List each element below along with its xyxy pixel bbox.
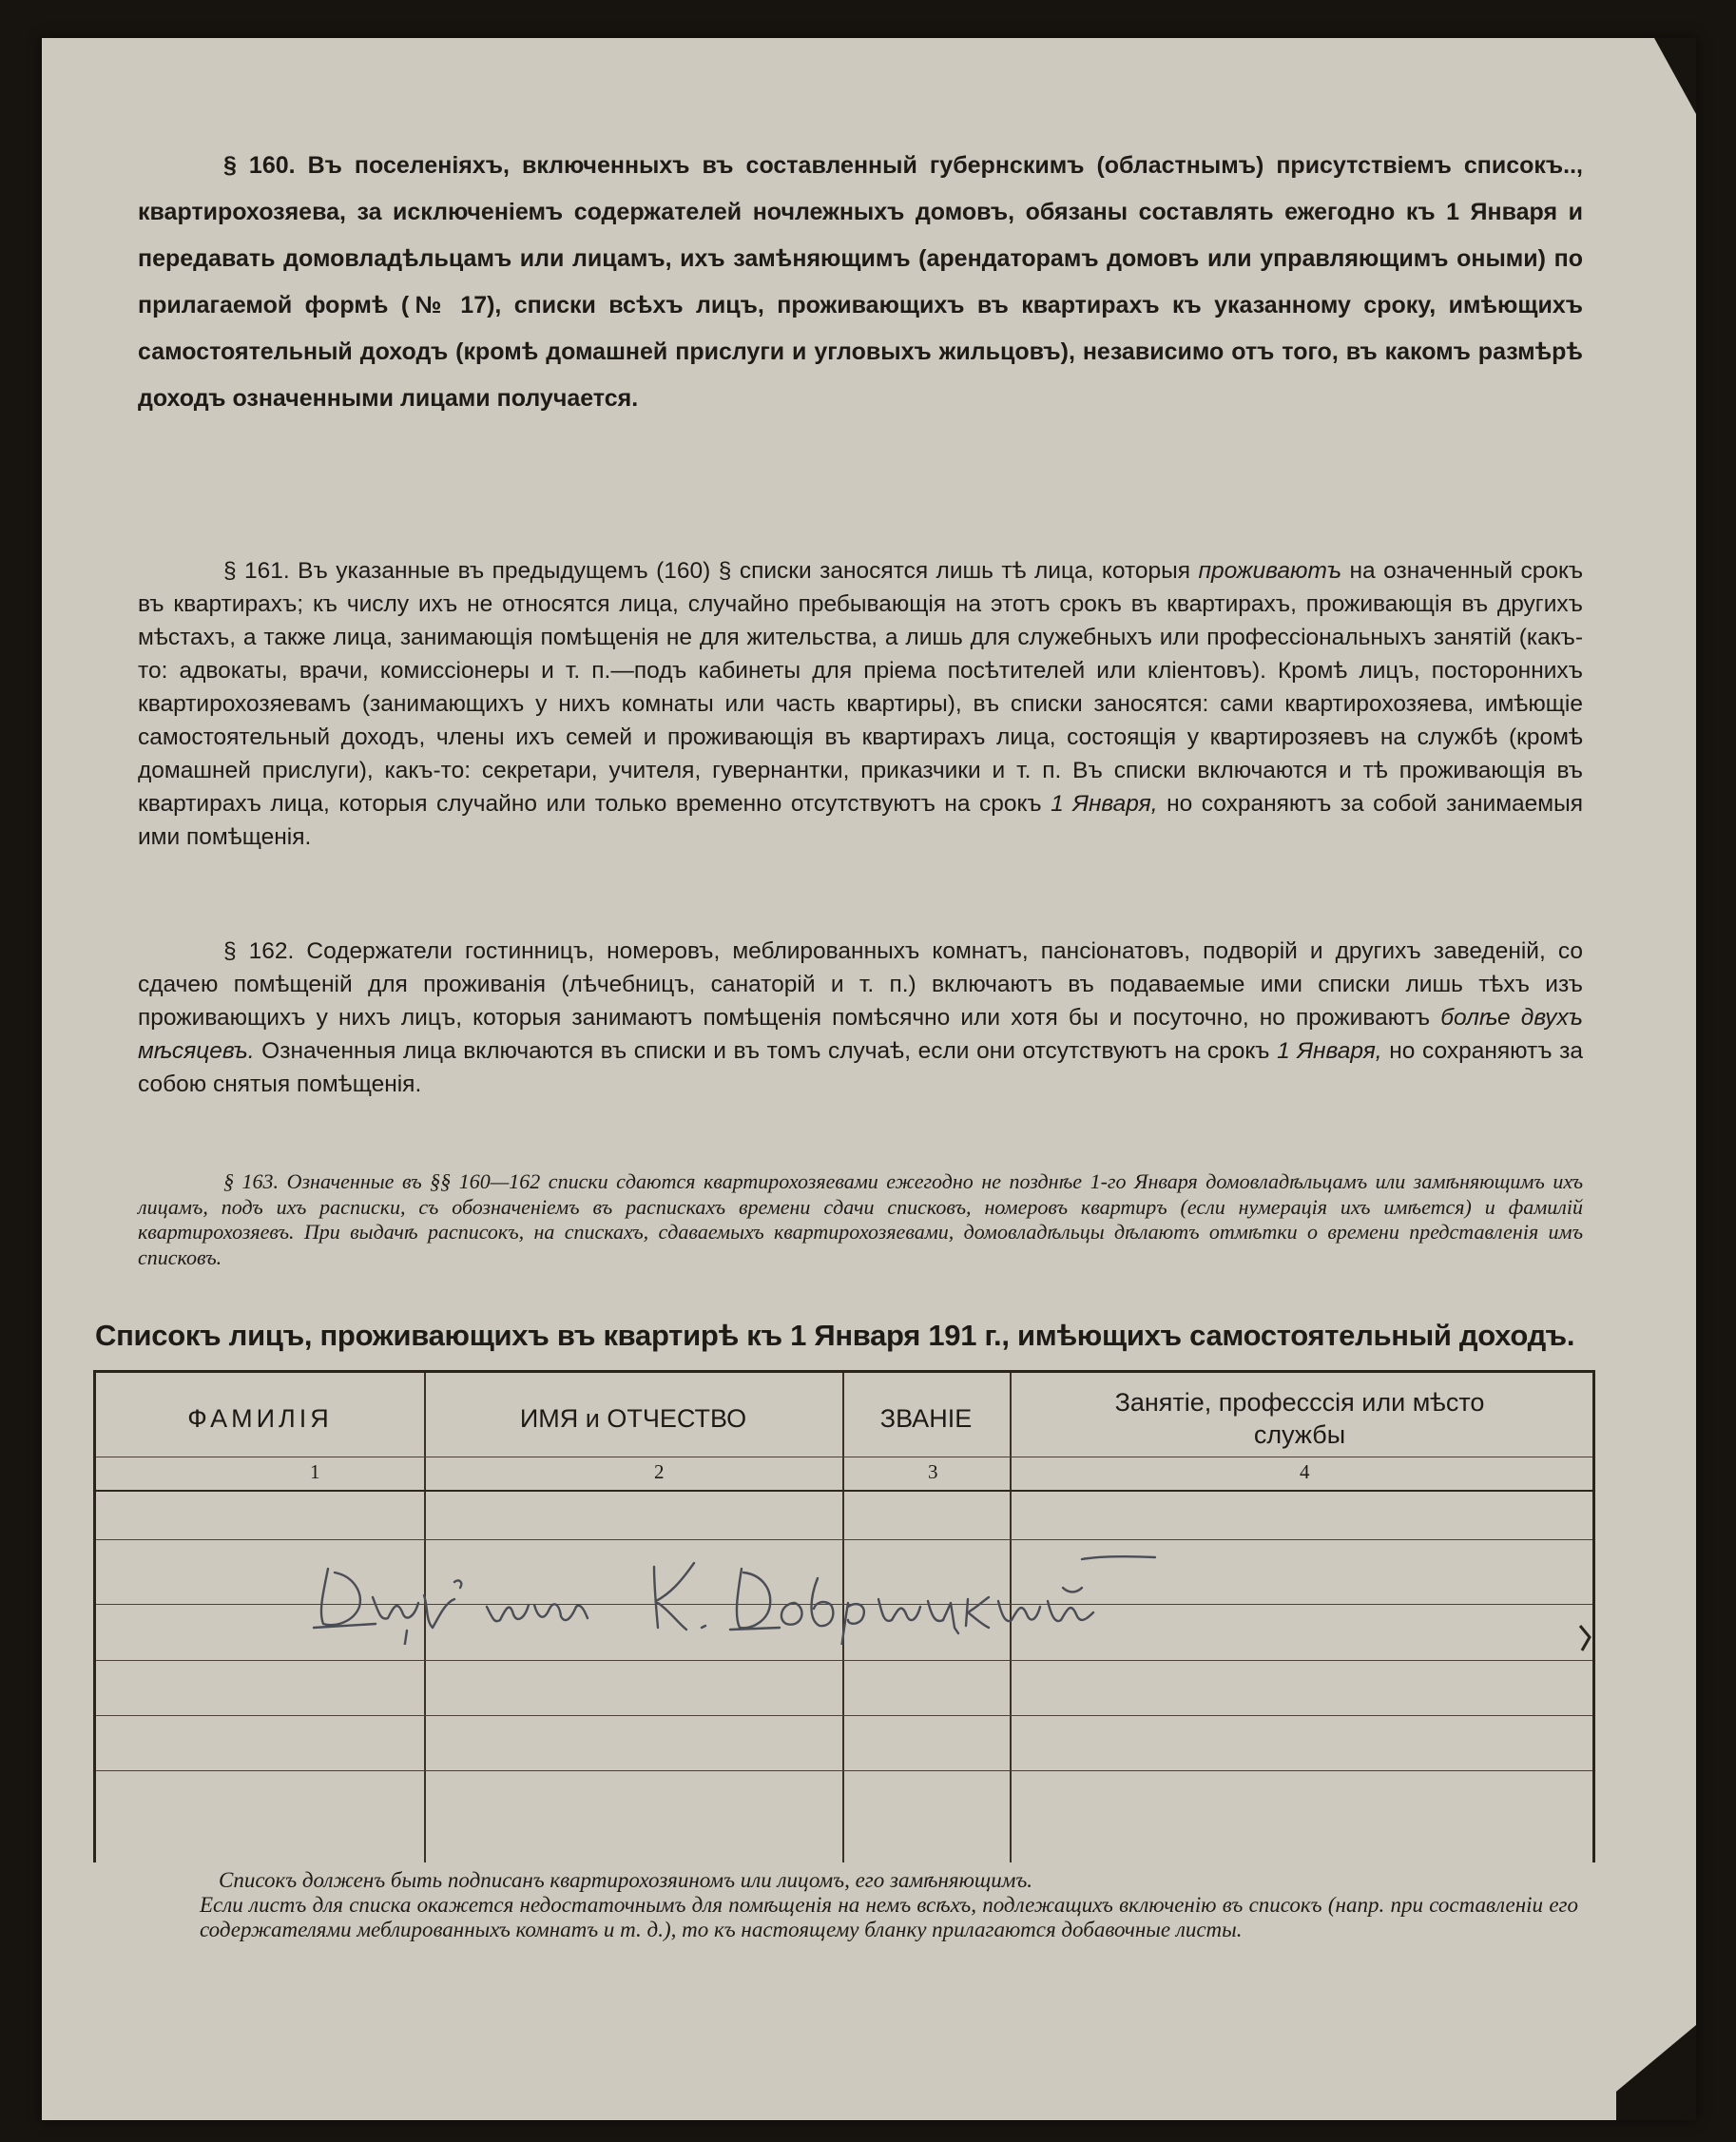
section-161-paragraph [138, 554, 1583, 854]
table-row-rule [96, 1715, 1592, 1716]
section-162-text-start: § 162. Содержатели гостинницъ, номеровъ, меблированныхъ комнатъ, пансіонатовъ, подворій и другихъ заведеній, со сдачею помѣщеній для проживанія (лѣчебницъ, санаторій и т. п.) включаютъ въ подаваемые ими списки лишь тѣхъ изъ проживающихъ у нихъ лицъ, которыя занимаютъ помѣщенія помѣсячно или хотя бы и посуточно, но проживаютъ [138, 938, 1583, 1031]
list-title: Списокъ лицъ, проживающихъ въ квартирѣ къ 1 Января 191 г., имѣющихъ самостоятельный доходъ. [95, 1319, 1575, 1352]
footer-note-extra-sheets: Если листъ для списка окажется недостаточнымъ для помѣщенія на немъ всѣхъ, подлежащихъ включенію въ списокъ (напр. при составленіи его содержателями меблированныхъ комнатъ и т. д.), то къ настоящему бланку прилагаются добавочные листы. [200, 1893, 1578, 1941]
section-162-emphasis-date: 1 Января, [1277, 1038, 1382, 1064]
section-162-text-body: Означенныя лица включаются въ списки и въ томъ случаѣ, если они отсутствуютъ на срокъ [261, 1038, 1270, 1064]
section-162-text-end: но сохраняютъ за собою снятыя помѣщенія. [138, 1038, 1583, 1097]
section-163-paragraph [138, 1169, 1583, 1270]
table-header-surname: ФАМИЛІЯ [187, 1404, 333, 1433]
table-header-rank: ЗВАНІЕ [879, 1404, 973, 1433]
section-161-emphasis-date: 1 Января, [1051, 791, 1158, 817]
table-column-number: 1 [310, 1460, 320, 1483]
section-160-text: § 160. Въ поселеніяхъ, включенныхъ въ составленный губернскимъ (областнымъ) присутствіемъ списокъ.., квартирохозяева, за исключеніемъ содержателей ночлежныхъ домовъ, обязаны составлять ежегодно къ 1 Января и передавать домовладѣльцамъ или лицамъ, ихъ замѣняющимъ (арендаторамъ домовъ или управляющимъ оными) по прилагаемой формѣ (№ 17), списки всѣхъ лицъ, проживающихъ въ квартирахъ къ указанному сроку, имѣющихъ самостоятельный доходъ (кромѣ домашней прислуги и угловыхъ жильцовъ), независимо отъ того, въ какомъ размѣрѣ доходъ означенными лицами получается. [138, 152, 1583, 412]
table-header-name-patronymic: ИМЯ и ОТЧЕСТВО [519, 1404, 747, 1433]
table-header-occupation: Занятіе, професссія или мѣсто службы [1114, 1388, 1485, 1449]
table-row-rule [96, 1770, 1592, 1771]
section-162-paragraph [138, 935, 1583, 1101]
table-row-rule [96, 1660, 1592, 1661]
footer-note [200, 1868, 1578, 1942]
section-161-emphasis-reside: проживаютъ [1198, 558, 1342, 584]
section-161-text-end: но сохраняютъ за собой занимаемыя ими помѣщенія. [138, 791, 1584, 850]
section-161-text-body: на означенный срокъ въ квартирахъ; къ числу ихъ не относятся лица, случайно пребывающія на этотъ срокъ въ квартирахъ, проживающія въ другихъ мѣстахъ, а также лица, занимающія помѣщенія не для жительства, а лишь для служебныхъ или профессіональныхъ занятій (какъ-то: адвокаты, врачи, комиссіонеры и т. п.—подъ кабинеты для пріема посѣтителей или кліентовъ). Кромѣ лицъ, постороннихъ квартирохозяевамъ (занимающихъ у нихъ комнаты или часть квартиры), въ списки заносятся: сами квартирохозяева, имѣющіе самостоятельный доходъ, члены ихъ семей и проживающія въ квартирахъ лица, состоящія у квартирозяевъ на службѣ (кромѣ домашней прислуги), какъ-то: секретари, учителя, гувернантки, приказчики и т. п. Въ списки включаются и тѣ проживающія въ квартирахъ лица, которыя случайно или только временно отсутствуютъ на срокъ [138, 558, 1584, 817]
section-162-emphasis-months: болѣе двухъ мѣсяцевъ. [138, 1005, 1584, 1064]
table-column-number: 2 [654, 1460, 665, 1483]
table-column-number: 4 [1300, 1460, 1310, 1483]
section-163-text: § 163. Означенные въ §§ 160—162 списки сдаются квартирохозяевами ежегодно не позднѣе 1-го Января домовладѣльцамъ или замѣняющимъ ихъ лицамъ, подъ ихъ расписки, съ обозначеніемъ въ распискахъ времени сдачи списковъ, номеровъ квартиръ (если нумерація ихъ имѣется) и фамилій квартирохозяевъ. При выдачѣ расписокъ, на спискахъ, сдаваемыхъ квартирохозяевами, домовладѣльцы дѣлаютъ отмѣтки о времени представленія имъ списковъ. [138, 1169, 1583, 1269]
handwritten-entry-signature [0, 1540, 1736, 1645]
section-160-paragraph [138, 143, 1583, 422]
table-column-number: 3 [928, 1460, 938, 1483]
section-161-text-start: § 161. Въ указанные въ предыдущемъ (160) § списки заносятся лишь тѣ лица, которыя [223, 558, 1191, 584]
table-row-rule [96, 1490, 1592, 1492]
footer-note-signature-line: Списокъ долженъ быть подписанъ квартирохозяиномъ или лицомъ, его замѣняющимъ. [219, 1868, 1033, 1892]
